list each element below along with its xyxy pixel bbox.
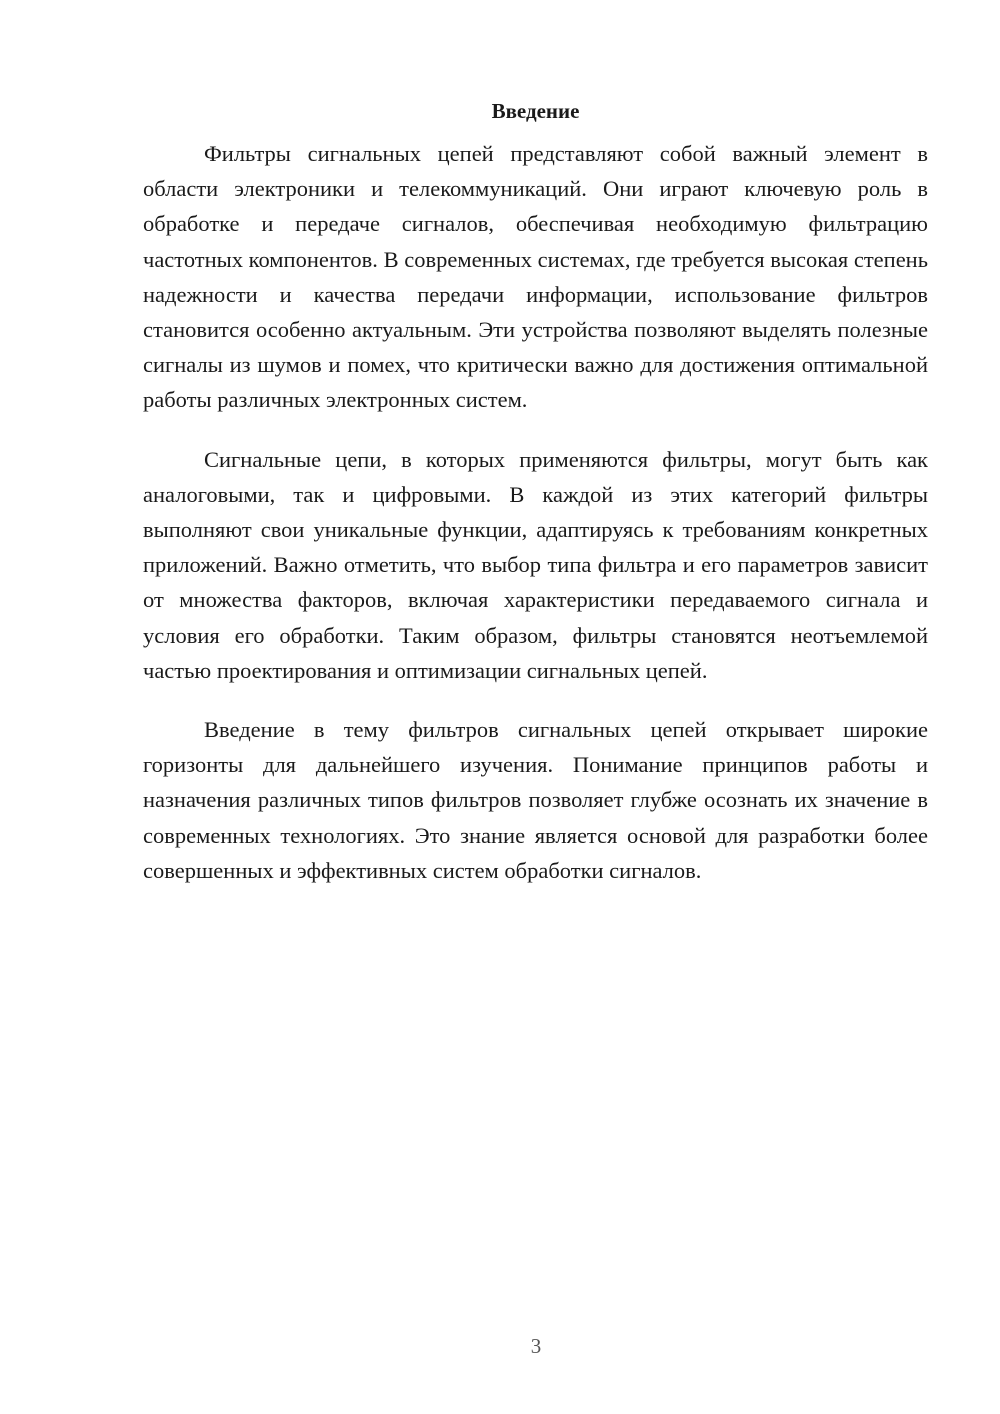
paragraph-3: Введение в тему фильтров сигнальных цепей открывает широкие горизонты для дальнейшего изучения. Понимание принципов работы и назначения различных типов фильтров позволяет глубже осознать их значение в современных технологиях. Это знание является основой для разработки более совершенных и эффективных систем обработки сигналов. (143, 717, 928, 883)
paragraph-2: Сигнальные цепи, в которых применяются фильтры, могут быть как аналоговыми, так и цифровыми. В каждой из этих категорий фильтры выполняют свои уникальные функции, адаптируясь к требованиям конкретных приложений. Важно отметить, что выбор типа фильтра и его параметров зависит от множества факторов, включая характеристики передаваемого сигнала и условия его обработки. Таким образом, фильтры становятся неотъемлемой частью проектирования и оптимизации сигнальных цепей. (143, 446, 928, 683)
page-content (143, 96, 928, 912)
paragraph-1: Фильтры сигнальных цепей представляют собой важный элемент в области электроники и телекоммуникаций. Они играют ключевую роль в обработке и передаче сигналов, обеспечивая необходимую фильтрацию частотных компонентов. В современных системах, где требуется высокая степень надежности и качества передачи информации, использование фильтров становится особенно актуальным. Эти устройства позволяют выделять полезные сигналы из шумов и помех, что критически важно для достижения оптимальной работы различных электронных систем. (143, 141, 928, 413)
section-title: Введение (491, 99, 580, 123)
page-number: 3 (530, 1334, 542, 1358)
